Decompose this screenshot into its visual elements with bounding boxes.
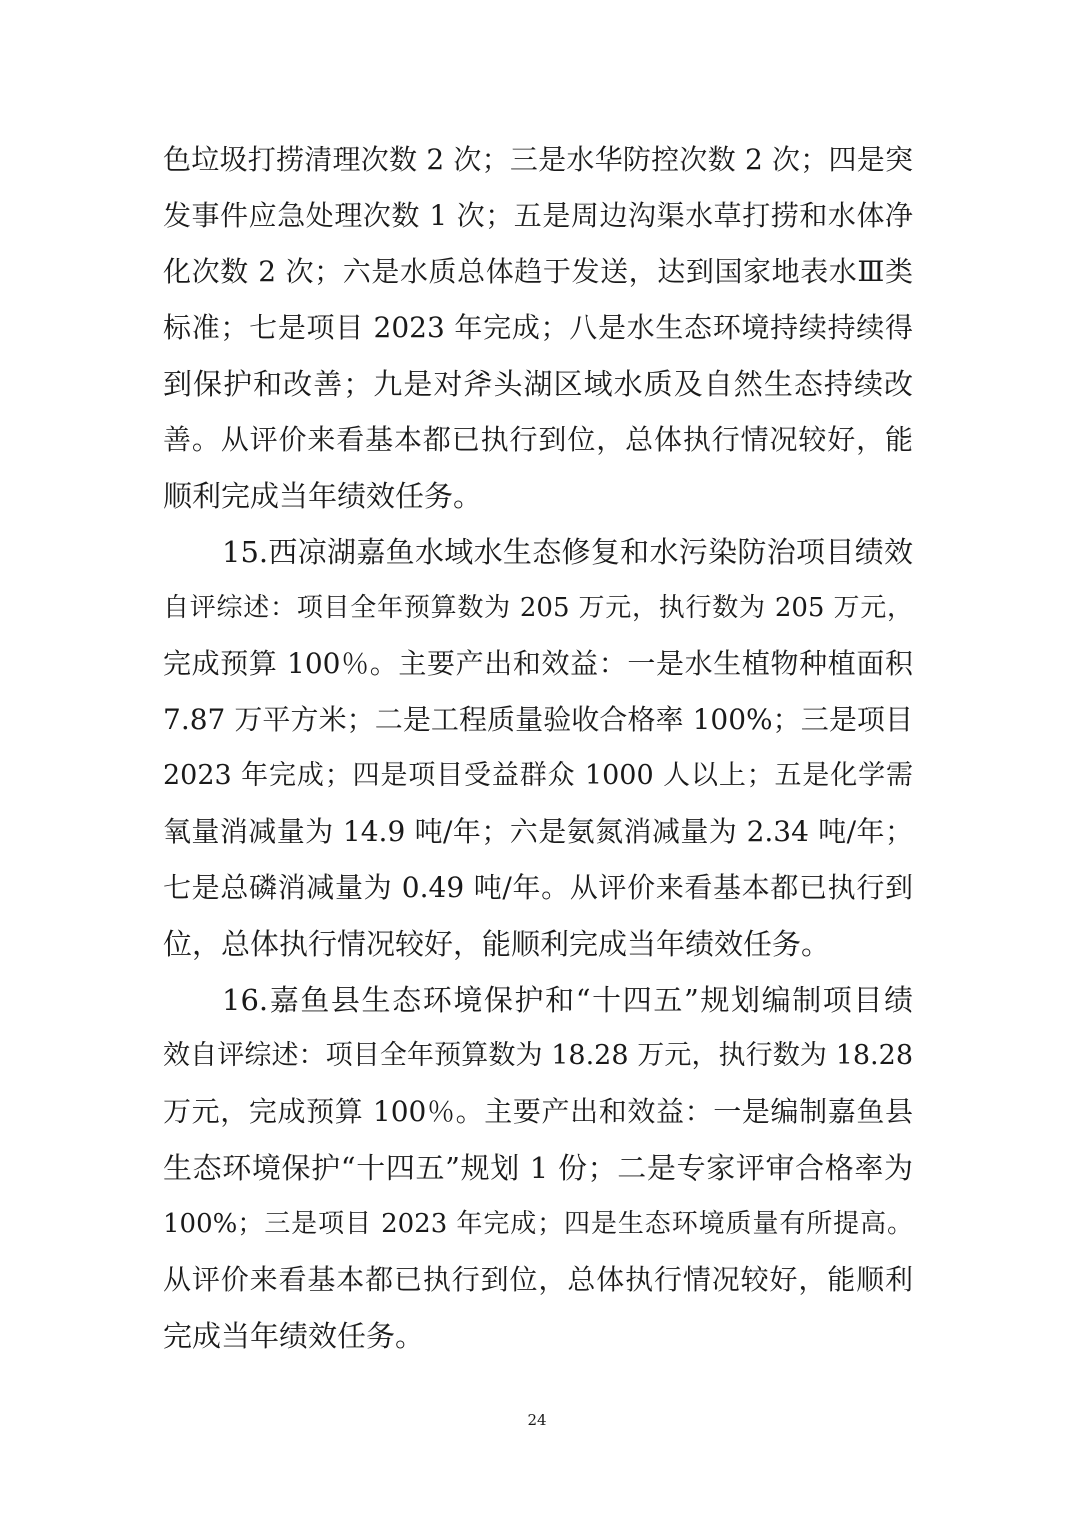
text-line: 万元，完成预算 100％。主要产出和效益：一是编制嘉鱼县 [163,1095,913,1128]
text-line: 标准；七是项目 2023 年完成；八是水生态环境持续持续得 [163,311,913,344]
text-line: 自评综述：项目全年预算数为 205 万元，执行数为 205 万元， [163,593,913,623]
text-line: 顺利完成当年绩效任务。 [163,479,483,513]
text-line: 到保护和改善；九是对斧头湖区域水质及自然生态持续改 [163,367,913,401]
text-line: 色垃圾打捞清理次数 2 次；三是水华防控次数 2 次；四是突 [163,143,913,176]
text-line: 位，总体执行情况较好，能顺利完成当年绩效任务。 [163,927,831,961]
text-line: 生态环境保护“十四五”规划 1 份；二是专家评审合格率为 [163,1151,913,1185]
text-line: 氧量消减量为 14.9 吨/年；六是氨氮消减量为 2.34 吨/年； [163,815,913,848]
text-line: 完成当年绩效任务。 [163,1319,425,1353]
text-line: 效自评综述：项目全年预算数为 18.28 万元，执行数为 18.28 [163,1040,913,1071]
page-number: 24 [527,1411,547,1429]
paragraph-15-heading: 15.西凉湖嘉鱼水域水生态修复和水污染防治项目绩效 [222,535,913,569]
text-line: 从评价来看基本都已执行到位，总体执行情况较好，能顺利 [163,1263,913,1296]
text-line: 100%；三是项目 2023 年完成；四是生态环境质量有所提高。 [163,1209,913,1239]
text-line: 发事件应急处理次数 1 次；五是周边沟渠水草打捞和水体净 [163,199,913,232]
text-line: 完成预算 100％。主要产出和效益：一是水生植物种植面积 [163,647,913,680]
text-line: 化次数 2 次；六是水质总体趋于发送，达到国家地表水Ⅲ类 [163,255,913,288]
text-line: 善。从评价来看基本都已执行到位，总体执行情况较好，能 [163,423,913,456]
text-line: 7.87 万平方米；二是工程质量验收合格率 100%；三是项目 [163,703,913,736]
paragraph-16-heading: 16.嘉鱼县生态环境保护和“十四五”规划编制项目绩 [222,983,913,1017]
text-line: 2023 年完成；四是项目受益群众 1000 人以上；五是化学需 [163,760,913,791]
text-line: 七是总磷消减量为 0.49 吨/年。从评价来看基本都已执行到 [163,871,913,904]
